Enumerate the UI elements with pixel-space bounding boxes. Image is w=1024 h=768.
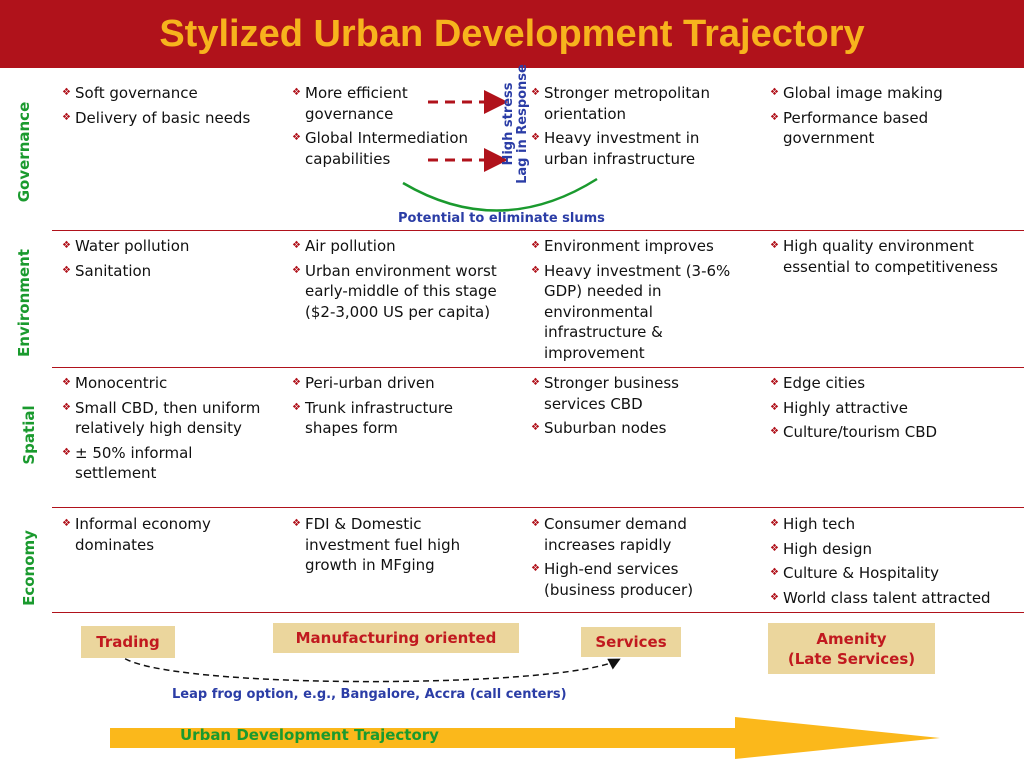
- bullet-text: Heavy investment (3-6% GDP) needed in environmental infrastructure & improvement: [544, 261, 731, 362]
- bullet-text: Highly attractive: [783, 398, 909, 417]
- diamond-dots-icon: ❖: [531, 240, 540, 251]
- bullet-text: Sanitation: [75, 261, 152, 280]
- diamond-dots-icon: ❖: [531, 422, 540, 433]
- bullet-text: FDI & Domestic investment fuel high growth in MFging: [305, 515, 461, 574]
- stage-amenity-subtitle: (Late Services): [787, 649, 916, 668]
- diamond-dots-icon: ❖: [292, 401, 301, 413]
- diamond-dots-icon: ❖: [62, 111, 71, 123]
- bullet-text: Suburban nodes: [544, 419, 667, 437]
- stage-amenity: [768, 623, 935, 674]
- diamond-dots-icon: ❖: [770, 567, 779, 578]
- diamond-dots-icon: ❖: [531, 264, 540, 276]
- bullet-text: Delivery of basic needs: [75, 108, 251, 127]
- leapfrog-curve: [118, 652, 618, 682]
- bullet-text: High tech: [783, 515, 856, 533]
- diamond-dots-icon: ❖: [292, 240, 301, 251]
- bullet-text: Edge cities: [783, 374, 866, 392]
- bullet-text: High quality environment essential to competitiveness: [783, 237, 998, 276]
- diamond-dots-icon: ❖: [770, 542, 779, 554]
- row-label-environment: Environment: [15, 249, 33, 357]
- bullet-text: World class talent attracted: [783, 588, 991, 607]
- bullet-text: Water pollution: [75, 237, 190, 255]
- diamond-dots-icon: ❖: [531, 87, 540, 98]
- diamond-dots-icon: ❖: [62, 87, 71, 98]
- trajectory-label: Urban Development Trajectory: [180, 726, 439, 744]
- diamond-dots-icon: ❖: [531, 377, 540, 388]
- diamond-dots-icon: ❖: [770, 591, 779, 603]
- diamond-dots-icon: ❖: [770, 518, 779, 529]
- bullet-text: Air pollution: [305, 237, 396, 255]
- bullet-text: Global Intermediation capabilities: [305, 129, 469, 168]
- slum-curve: [403, 179, 597, 211]
- bullet-text: High-end services (business producer): [544, 560, 694, 599]
- bullet-text: Monocentric: [75, 374, 168, 392]
- diamond-dots-icon: ❖: [292, 518, 301, 529]
- diamond-dots-icon: ❖: [62, 264, 71, 276]
- bullet-text: Consumer demand increases rapidly: [544, 515, 687, 554]
- bullet-text: High design: [783, 539, 873, 558]
- stage-services: Services: [581, 627, 681, 657]
- diamond-dots-icon: ❖: [770, 111, 779, 123]
- bullet-text: Heavy investment in urban infrastructure: [544, 129, 700, 168]
- leapfrog-note: Leap frog option, e.g., Bangalore, Accra (call centers): [172, 687, 567, 702]
- diamond-dots-icon: ❖: [531, 132, 540, 143]
- bullet-text: Global image making: [783, 84, 943, 102]
- slums-note: Potential to eliminate slums: [398, 211, 605, 226]
- page-title: Stylized Urban Development Trajectory: [159, 13, 865, 55]
- diamond-dots-icon: ❖: [292, 87, 301, 98]
- bullet-text: Peri-urban driven: [305, 374, 435, 392]
- diamond-dots-icon: ❖: [770, 240, 779, 251]
- diamond-dots-icon: ❖: [62, 401, 71, 413]
- bullet-text: More efficient governance: [305, 84, 408, 123]
- diamond-dots-icon: ❖: [62, 240, 71, 251]
- bullet-text: Trunk infrastructure shapes form: [305, 398, 453, 437]
- row-label-governance: Governance: [15, 101, 33, 203]
- diamond-dots-icon: ❖: [770, 401, 779, 413]
- stage-manufacturing: Manufacturing oriented: [273, 623, 519, 653]
- diamond-dots-icon: ❖: [62, 446, 71, 458]
- diamond-dots-icon: ❖: [770, 377, 779, 388]
- diamond-dots-icon: ❖: [770, 426, 779, 437]
- row-label-spatial: Spatial: [20, 405, 38, 465]
- bullet-text: Urban environment worst early-middle of this stage ($2-3,000 US per capita): [305, 261, 497, 321]
- lag-label: Lag in Response: [515, 64, 530, 184]
- bullet-text: Small CBD, then uniform relatively high density: [75, 398, 261, 437]
- bullet-text: Informal economy dominates: [75, 515, 211, 554]
- diamond-dots-icon: ❖: [770, 87, 779, 98]
- diamond-dots-icon: ❖: [531, 563, 540, 574]
- bullet-text: Stronger business services CBD: [544, 374, 679, 413]
- bullet-text: Culture/tourism CBD: [783, 423, 938, 441]
- bullet-text: Soft governance: [75, 84, 198, 102]
- row-label-economy: Economy: [20, 530, 38, 606]
- stage-amenity-title: Amenity: [816, 629, 887, 648]
- diamond-dots-icon: ❖: [531, 518, 540, 529]
- bullet-text: Culture & Hospitality: [783, 564, 939, 582]
- stage-trading: Trading: [81, 626, 175, 658]
- diamond-dots-icon: ❖: [62, 377, 71, 388]
- bullet-text: Environment improves: [544, 237, 714, 255]
- diamond-dots-icon: ❖: [292, 132, 301, 143]
- stress-label: High stress: [501, 82, 516, 166]
- diamond-dots-icon: ❖: [292, 377, 301, 388]
- bullet-text: Stronger metropolitan orientation: [544, 84, 710, 123]
- bullet-text: ± 50% informal settlement: [75, 443, 193, 482]
- bullet-text: Performance based government: [783, 108, 929, 147]
- stress-annotation: [502, 64, 530, 184]
- diamond-dots-icon: ❖: [292, 264, 301, 276]
- diamond-dots-icon: ❖: [62, 518, 71, 529]
